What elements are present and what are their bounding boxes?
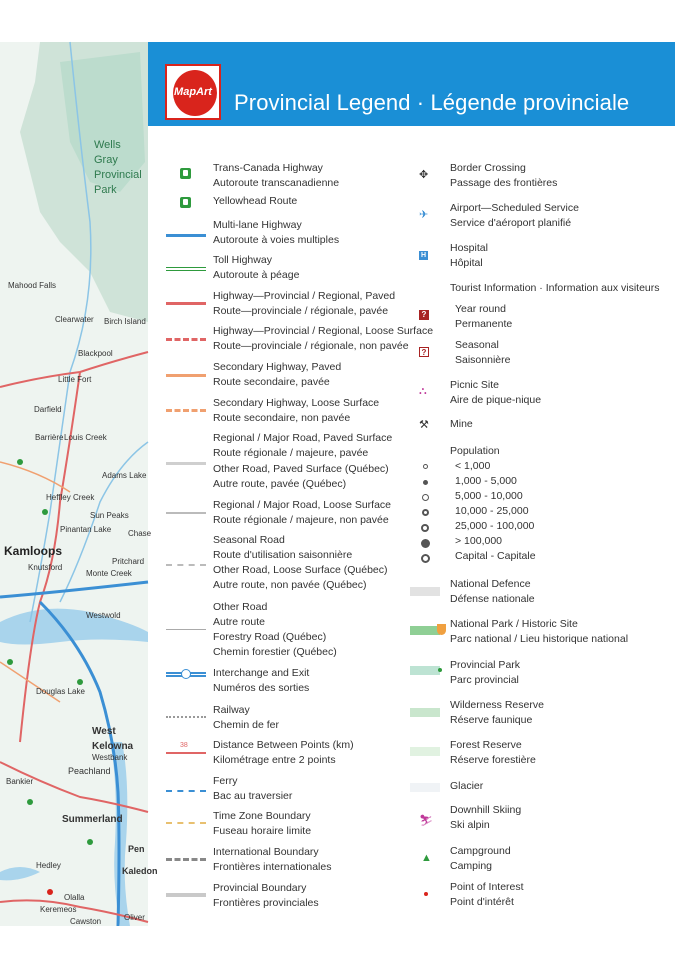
- tourist-info-heading: Tourist Information · Information aux visiteurs: [450, 282, 660, 294]
- campground-icon: ▲: [421, 852, 432, 864]
- map-label-peachland: Peachland: [68, 766, 111, 776]
- yellowhead-shield-icon: [180, 197, 191, 208]
- secondary-paved-line-symbol: [166, 374, 206, 377]
- legend-item-yellowhead: Yellowhead Route: [213, 195, 298, 207]
- map-label-sun-peaks: Sun Peaks: [90, 511, 129, 520]
- map-label-douglas-lake: Douglas Lake: [36, 687, 85, 696]
- map-label-louis-creek: Louis Creek: [64, 433, 107, 442]
- mapart-logo: [165, 64, 221, 120]
- map-label-pritchard: Pritchard: [112, 557, 145, 566]
- picnic-icon: ⛬: [419, 385, 427, 397]
- legend-item-campground: Campground Camping: [450, 845, 511, 872]
- legend-item-provincial-park: Provincial Park Parc provincial: [450, 659, 521, 686]
- toll-line-symbol: [166, 267, 206, 271]
- pop-class-3: 5,000 - 10,000: [455, 490, 523, 502]
- ferry-line-symbol: [166, 790, 206, 792]
- legend-item-multilane: Multi-lane Highway Autoroute à voies multiples: [213, 219, 340, 246]
- legend-item-other-paved-quebec: Other Road, Paved Surface (Québec) Autre route, pavée (Québec): [213, 463, 389, 490]
- legend-item-downhill-skiing: Downhill Skiing Ski alpin: [450, 804, 522, 831]
- pop-class-4: 10,000 - 25,000: [455, 505, 529, 517]
- population-heading: Population: [450, 445, 500, 457]
- pop-dot-4-icon: [422, 509, 429, 516]
- exit-number-icon: [181, 669, 191, 679]
- multilane-line-symbol: [166, 234, 206, 237]
- map-label-blackpool: Blackpool: [78, 349, 113, 358]
- pop-class-capital: Capital - Capitale: [455, 550, 536, 562]
- pop-class-1: < 1,000: [455, 460, 491, 472]
- legend-item-point-of-interest: Point of Interest Point d'intérêt: [450, 881, 524, 908]
- highway-loose-line-symbol: [166, 338, 206, 341]
- pop-class-6: > 100,000: [455, 535, 503, 547]
- map-label-heffley-creek: Heffley Creek: [46, 493, 95, 502]
- legend-item-regional-loose: Regional / Major Road, Loose Surface Route régionale / majeure, non pavée: [213, 499, 392, 526]
- hospital-icon: H: [420, 252, 427, 259]
- map-label-little-fort: Little Fort: [58, 375, 92, 384]
- wilderness-reserve-swatch: [410, 708, 440, 717]
- park-dot-icon: [438, 668, 442, 672]
- tourist-year-round-icon: ?: [419, 310, 429, 320]
- regional-paved-line-symbol: [166, 462, 206, 465]
- secondary-loose-line-symbol: [166, 409, 206, 412]
- legend-item-ferry: Ferry Bac au traversier: [213, 775, 293, 802]
- legend-item-other-loose-quebec: Other Road, Loose Surface (Québec) Autre route, non pavée (Québec): [213, 564, 388, 591]
- legend-item-forestry-quebec: Forestry Road (Québec) Chemin forestier (Québec): [213, 631, 337, 658]
- highway-paved-line-symbol: [166, 302, 206, 305]
- logo-text: MapArt: [174, 86, 212, 98]
- legend-item-tourist-year-round: Year round Permanente: [455, 303, 513, 330]
- map-label-wells-gray: Wells Gray Provincial Park: [94, 139, 142, 196]
- map-label-kamloops: Kamloops: [4, 544, 63, 558]
- mine-icon: ⚒: [419, 419, 429, 431]
- pop-class-5: 25,000 - 100,000: [455, 520, 535, 532]
- legend-item-highway-loose: Highway—Provincial / Regional, Loose Surface Route—provinciale / régionale, non pavée: [213, 325, 434, 352]
- point-of-interest-icon: [424, 892, 428, 896]
- map-strip: [0, 42, 158, 926]
- map-label-cawston: Cawston: [70, 917, 102, 926]
- map-label-hedley: Hedley: [36, 861, 61, 870]
- other-road-line-symbol: [166, 629, 206, 630]
- railway-line-symbol: [166, 716, 206, 718]
- map-label-kaledon: Kaledon: [122, 866, 158, 876]
- pop-dot-6-icon: [421, 539, 430, 548]
- legend-item-mine: Mine: [450, 418, 473, 430]
- legend-item-seasonal: Seasonal Road Route d'utilisation saisonnière: [213, 534, 353, 561]
- map-label-summerland: Summerland: [62, 814, 123, 825]
- map-label-adams-lake: Adams Lake: [102, 471, 147, 480]
- regional-loose-line-symbol: [166, 512, 206, 514]
- map-label-bankier: Bankier: [6, 777, 34, 786]
- legend-item-border-crossing: Border Crossing Passage des frontières: [450, 162, 558, 189]
- national-defence-swatch: [410, 587, 440, 596]
- trans-canada-shield-icon: [180, 168, 191, 179]
- legend-item-hospital: Hospital Hôpital: [450, 242, 488, 269]
- map-label-clearwater: Clearwater: [55, 315, 94, 324]
- provincial-park-swatch: [410, 666, 440, 675]
- pop-class-2: 1,000 - 5,000: [455, 475, 517, 487]
- legend-item-timezone: Time Zone Boundary Fuseau horaire limite: [213, 810, 312, 837]
- legend-body: [148, 126, 675, 926]
- pop-dot-2-icon: [423, 480, 428, 485]
- legend-item-intl-boundary: International Boundary Frontières internationales: [213, 846, 332, 873]
- pop-dot-5-icon: [421, 524, 429, 532]
- legend-item-distance: Distance Between Points (km) Kilométrage entre 2 points: [213, 739, 354, 766]
- page-title: Provincial Legend · Légende provinciale: [234, 90, 630, 115]
- legend-item-interchange: Interchange and Exit Numéros des sorties: [213, 667, 310, 694]
- downhill-skiing-icon: ⛷: [419, 815, 433, 827]
- distance-line-symbol: [166, 752, 206, 754]
- timezone-line-symbol: [166, 822, 206, 824]
- map-label-oliver: Oliver: [124, 913, 145, 922]
- map-label-pinantan-lake: Pinantan Lake: [60, 525, 112, 534]
- glacier-swatch: [410, 783, 440, 792]
- legend-item-tourist-seasonal: Seasonal Saisonnière: [455, 339, 511, 366]
- legend-item-highway-paved: Highway—Provincial / Regional, Paved Route—provinciale / régionale, pavée: [213, 290, 396, 317]
- legend-item-airport: Airport—Scheduled Service Service d'aéroport planifié: [450, 202, 579, 229]
- historic-site-icon: [437, 624, 446, 635]
- map-label-darfield: Darfield: [34, 405, 62, 414]
- legend-item-railway: Railway Chemin de fer: [213, 704, 279, 731]
- legend-item-glacier: Glacier: [450, 780, 484, 792]
- tourist-seasonal-icon: ?: [419, 347, 429, 357]
- intl-boundary-line-symbol: [166, 858, 206, 861]
- seasonal-road-line-symbol: [166, 564, 206, 566]
- legend-item-other-road: Other Road Autre route: [213, 601, 268, 628]
- legend-item-secondary-paved: Secondary Highway, Paved Route secondaire, pavée: [213, 361, 342, 388]
- legend-header: [148, 42, 675, 126]
- legend-item-wilderness-reserve: Wilderness Reserve Réserve faunique: [450, 699, 544, 726]
- airport-icon: ✈: [419, 209, 429, 221]
- pop-dot-3-icon: [422, 494, 429, 501]
- map-label-westbank: Westbank: [92, 753, 128, 762]
- legend-item-national-defence: National Defence Défense nationale: [450, 578, 535, 605]
- prov-boundary-line-symbol: [166, 893, 206, 897]
- map-label-monte-creek: Monte Creek: [86, 569, 132, 578]
- legend-item-secondary-loose: Secondary Highway, Loose Surface Route secondaire, non pavée: [213, 397, 380, 424]
- legend-item-toll: Toll Highway Autoroute à péage: [213, 254, 300, 281]
- pop-dot-capital-icon: [421, 554, 430, 563]
- map-label-keremeos: Keremeos: [40, 905, 77, 914]
- map-label-olalla: Olalla: [64, 893, 85, 902]
- forest-reserve-swatch: [410, 747, 440, 756]
- legend-item-prov-boundary: Provincial Boundary Frontières provinciales: [213, 882, 319, 909]
- map-label-mahood-falls: Mahood Falls: [8, 281, 57, 290]
- map-label-barriere: Barrière: [35, 433, 64, 442]
- legend-item-picnic: Picnic Site Aire de pique-nique: [450, 379, 542, 406]
- map-label-chase: Chase: [128, 529, 152, 538]
- map-label-knutsford: Knutsford: [28, 563, 63, 572]
- distance-number-label: 38: [180, 742, 188, 749]
- pop-dot-1-icon: [423, 464, 428, 469]
- national-park-swatch: [410, 626, 440, 635]
- border-crossing-icon: ✥: [419, 169, 429, 181]
- map-label-westwold: Westwold: [86, 611, 121, 620]
- legend-item-forest-reserve: Forest Reserve Réserve forestière: [450, 739, 536, 766]
- legend-item-tch: Trans-Canada Highway Autoroute transcanadienne: [213, 162, 340, 189]
- legend-item-national-park: National Park / Historic Site Parc national / Lieu historique national: [450, 618, 629, 645]
- map-label-penticton: Pen: [128, 844, 145, 854]
- legend-item-regional-paved: Regional / Major Road, Paved Surface Route régionale / majeure, pavée: [213, 432, 393, 459]
- map-label-birch-island: Birch Island: [104, 317, 146, 326]
- map-label-west-kelowna: West Kelowna: [92, 726, 134, 752]
